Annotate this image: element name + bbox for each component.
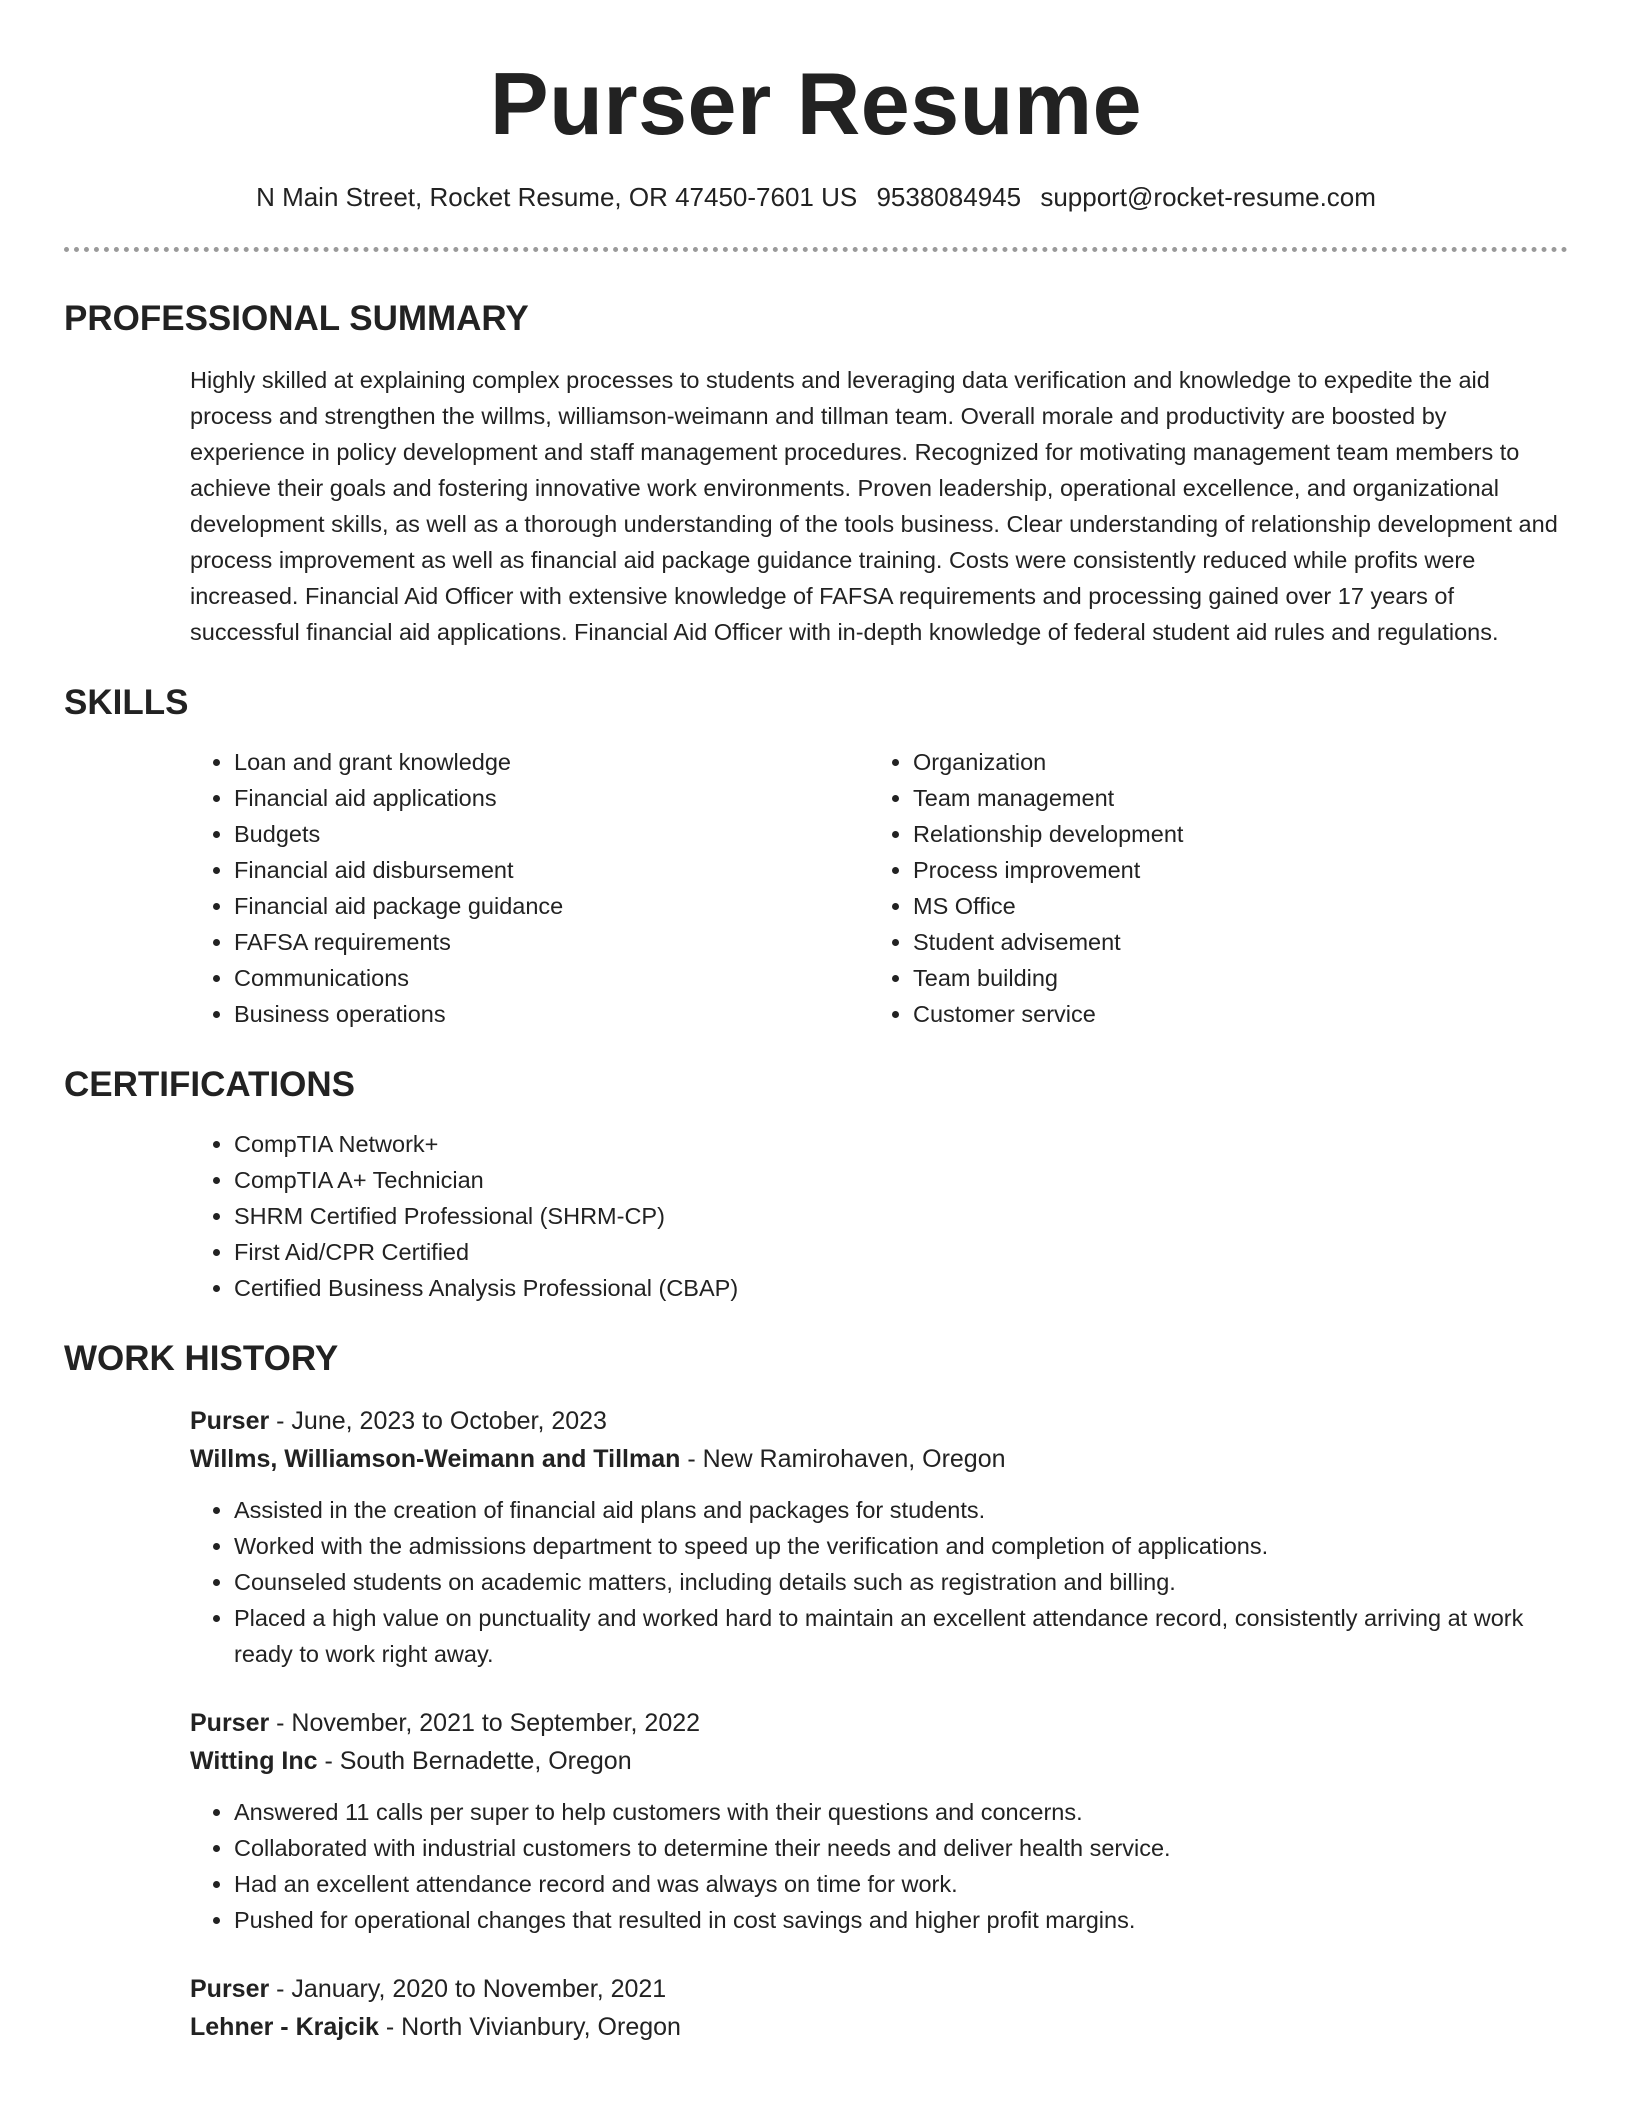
job-company-line (190, 1742, 1568, 1780)
skill-item: • MS Office (913, 888, 1548, 924)
skill-item: • Organization (913, 744, 1548, 780)
certification-item: • Certified Business Analysis Professional (CBAP) (234, 1270, 1568, 1306)
skill-item: • Team building (913, 960, 1548, 996)
job-location: - New Ramirohaven, Oregon (680, 1445, 1006, 1474)
certification-item: • SHRM Certified Professional (SHRM-CP) (234, 1198, 1568, 1234)
skill-item: • Student advisement (913, 924, 1548, 960)
skill-item: • Loan and grant knowledge (234, 744, 869, 780)
section-title-skills: SKILLS (64, 683, 189, 723)
job-location: - South Bernadette, Oregon (317, 1747, 632, 1776)
certification-item: • CompTIA Network+ (234, 1126, 1568, 1162)
job-title-line (190, 1704, 1568, 1742)
job-dates: - June, 2023 to October, 2023 (269, 1407, 607, 1436)
section-title-work-history: WORK HISTORY (64, 1339, 339, 1379)
skill-item: • Communications (234, 960, 869, 996)
job-location: - North Vivianbury, Oregon (378, 2013, 681, 2042)
contact-line (64, 182, 1568, 213)
contact-address: N Main Street, Rocket Resume, OR 47450-7601 US (256, 182, 858, 212)
job-company: Willms, Williamson-Weimann and Tillman (190, 1445, 681, 1474)
certifications-list (190, 1126, 1568, 1306)
contact-phone: 9538084945 (876, 182, 1022, 212)
job-bullets (190, 1492, 1568, 1672)
job-company-line (190, 1440, 1568, 1478)
job-entry (190, 1704, 1568, 1938)
skill-item: • Relationship development (913, 816, 1548, 852)
skill-item: • Business operations (234, 996, 869, 1032)
certification-item: • First Aid/CPR Certified (234, 1234, 1568, 1270)
job-role: Purser (190, 1407, 270, 1436)
job-entry (190, 1402, 1568, 1672)
job-company: Lehner - Krajcik (190, 2013, 379, 2042)
skill-item: • Financial aid disbursement (234, 852, 869, 888)
skills-list-left (190, 744, 869, 1032)
job-company-line (190, 2008, 1568, 2046)
job-title-line (190, 1970, 1568, 2008)
skill-item: • Budgets (234, 816, 869, 852)
job-dates: - November, 2021 to September, 2022 (269, 1709, 701, 1738)
job-bullet: • Had an excellent attendance record and was always on time for work. (234, 1866, 1568, 1902)
job-dates: - January, 2020 to November, 2021 (269, 1975, 667, 2004)
skill-item: • Process improvement (913, 852, 1548, 888)
resume-page (64, 0, 1568, 2046)
job-bullets (190, 1794, 1568, 1938)
skill-item: • Financial aid package guidance (234, 888, 869, 924)
skill-item: • Team management (913, 780, 1548, 816)
job-bullet: • Pushed for operational changes that resulted in cost savings and higher profit margins. (234, 1902, 1568, 1938)
skill-item: • Customer service (913, 996, 1548, 1032)
header-divider (64, 247, 1568, 252)
skills-list-right (869, 744, 1548, 1032)
job-bullet: • Worked with the admissions department to speed up the verification and completion of applications. (234, 1528, 1568, 1564)
job-role: Purser (190, 1709, 270, 1738)
job-bullet: • Counseled students on academic matters, including details such as registration and billing. (234, 1564, 1568, 1600)
job-entry (190, 1970, 1568, 2046)
section-title-summary: PROFESSIONAL SUMMARY (64, 299, 529, 339)
summary-text: Highly skilled at explaining complex processes to students and leveraging data verification and knowledge to expedite the aid process and strengthen the willms, williamson-weimann and tillman team. Overall morale and productivity are boosted by experience in policy development and staff management procedures. Recognized for motivating management team members to achieve their goals and fostering innovative work environments. Proven leadership, operational excellence, and organizational development skills, as well as a thorough understanding of the tools business. Clear understanding of relationship development and process improvement as well as financial aid package guidance training. Costs were consistently reduced while profits were increased. Financial Aid Officer with extensive knowledge of FAFSA requirements and processing gained over 17 years of successful financial aid applications. Financial Aid Officer with in-depth knowledge of federal student aid rules and regulations. (190, 367, 1558, 646)
job-bullet: • Answered 11 calls per super to help customers with their questions and concerns. (234, 1794, 1568, 1830)
skill-item: • Financial aid applications (234, 780, 869, 816)
certification-item: • CompTIA A+ Technician (234, 1162, 1568, 1198)
job-bullet: • Collaborated with industrial customers to determine their needs and deliver health service. (234, 1830, 1568, 1866)
contact-email[interactable]: support@rocket-resume.com (1040, 182, 1376, 212)
resume-name: Purser Resume (489, 54, 1143, 153)
job-title-line (190, 1402, 1568, 1440)
job-company: Witting Inc (190, 1747, 318, 1776)
skills-columns (190, 744, 1568, 1032)
job-bullet: • Placed a high value on punctuality and worked hard to maintain an excellent attendance record, consistently arriving at work ready to work right away. (234, 1600, 1568, 1672)
job-role: Purser (190, 1975, 270, 2004)
section-title-certifications: CERTIFICATIONS (64, 1065, 356, 1105)
skill-item: • FAFSA requirements (234, 924, 869, 960)
job-bullet: • Assisted in the creation of financial aid plans and packages for students. (234, 1492, 1568, 1528)
